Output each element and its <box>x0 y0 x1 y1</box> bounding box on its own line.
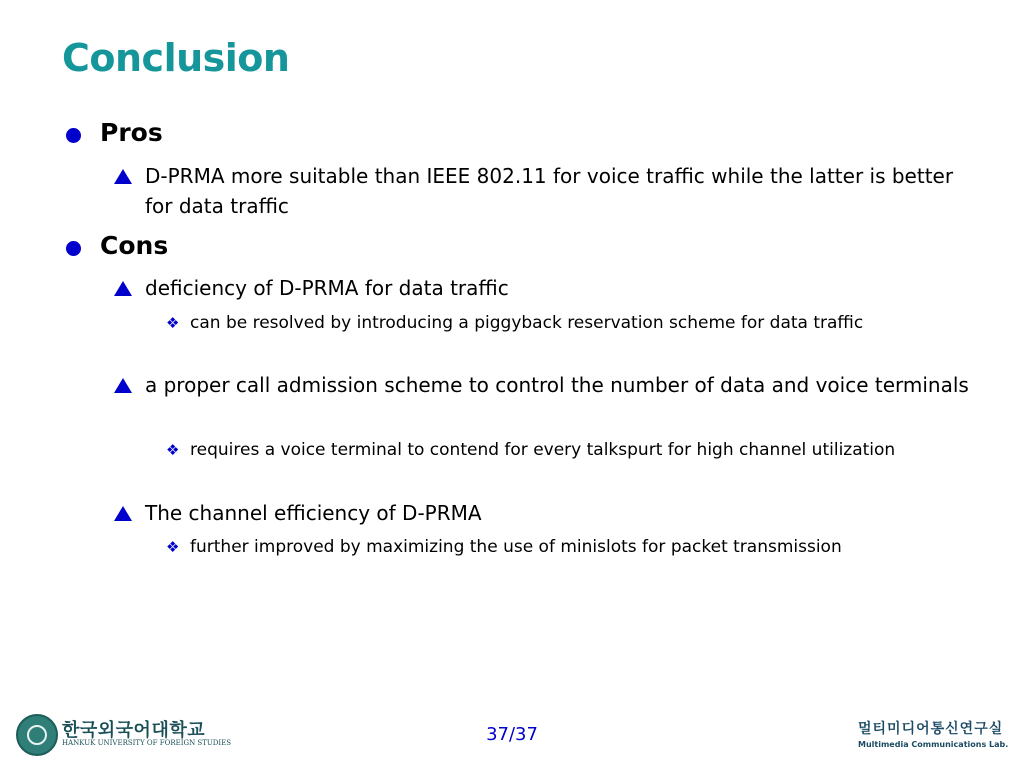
slide-title: Conclusion <box>62 36 290 80</box>
circle-bullet-icon <box>66 128 81 143</box>
page-number: 37/37 <box>486 724 538 745</box>
circle-bullet-icon <box>66 241 81 256</box>
lab-logo <box>858 718 1009 752</box>
sub-list-item <box>166 534 926 560</box>
list-item-text: a proper call admission scheme to control the number of data and voice terminals <box>145 373 969 397</box>
triangle-bullet-icon <box>114 506 132 521</box>
sub-list-item-text: can be resolved by introducing a piggyback reservation scheme for data traffic <box>190 313 864 333</box>
sub-list-item <box>166 310 926 336</box>
list-item-text: deficiency of D-PRMA for data traffic <box>145 276 509 300</box>
triangle-bullet-icon <box>114 378 132 393</box>
list-item <box>114 161 974 221</box>
list-item <box>114 273 974 303</box>
sub-list-item-text: further improved by maximizing the use of minislots for packet transmission <box>190 537 842 557</box>
triangle-bullet-icon <box>114 169 132 184</box>
list-item-text: D-PRMA more suitable than IEEE 802.11 for voice traffic while the latter is better for data traffic <box>145 164 954 218</box>
lab-name-korean: 멀티미디어통신연구실 <box>858 721 1004 737</box>
sub-list-item <box>166 437 926 463</box>
diamond-bullet-icon: ❖ <box>166 441 180 459</box>
list-item <box>114 498 974 528</box>
diamond-bullet-icon: ❖ <box>166 314 180 332</box>
section-heading: Pros <box>100 118 163 147</box>
list-item-text: The channel efficiency of D-PRMA <box>145 501 482 525</box>
sub-list-item-text: requires a voice terminal to contend for every talkspurt for high channel utilization <box>190 440 896 460</box>
lab-name-english: Multimedia Communications Lab. <box>858 740 1009 749</box>
list-item <box>114 370 974 400</box>
university-name-english: HANKUK UNIVERSITY OF FOREIGN STUDIES <box>62 739 232 747</box>
diamond-bullet-icon: ❖ <box>166 538 180 556</box>
section-heading: Cons <box>100 231 169 260</box>
triangle-bullet-icon <box>114 281 132 296</box>
university-name-korean: 한국외국어대학교 <box>62 720 206 741</box>
